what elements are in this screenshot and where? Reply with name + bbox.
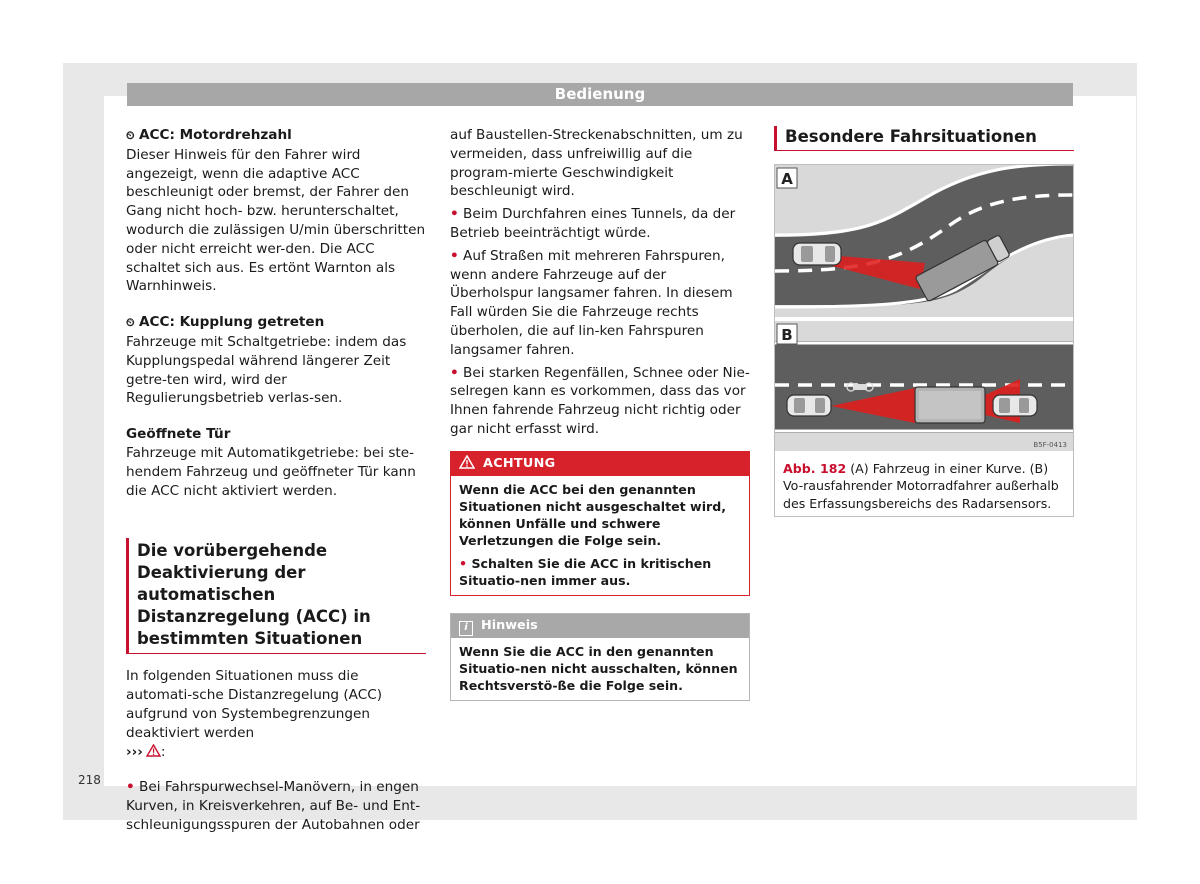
warning-box-body: Wenn die ACC bei den genannten Situationen nicht ausgeschaltet wird, können Unfälle und schwere Verletzungen die Folge sein. • Schalten Sie die ACC in kritischen Situatio-nen immer aus. bbox=[459, 481, 727, 588]
figure-caption: Abb. 182 (A) Fahrzeug in einer Kurve. (B) Vo-rausfahrender Motorradfahrer außerhalb des Erfassungsbereichs des Radarsensors. bbox=[783, 460, 1059, 511]
figure-label-a: A bbox=[781, 170, 793, 188]
section-title-fahrsituationen: Besondere Fahrsituationen bbox=[774, 126, 1074, 151]
note-box-body: Wenn Sie die ACC in den genannten Situatio-nen nicht ausschalten, können Rechtsverstö-ße die Folge sein. bbox=[459, 643, 738, 693]
section-title-deaktivierung: Die vorübergehende Deaktivierung der automatischen Distanzregelung (ACC) in bestimmten Situationen bbox=[126, 538, 426, 654]
bullet-tunnel: • Beim Durchfahren eines Tunnels, da der Betrieb beeinträchtigt würde. bbox=[450, 206, 736, 241]
subheading-motordrehzahl: ⏲ ACC: Motordrehzahl bbox=[126, 126, 426, 146]
panel-b bbox=[775, 321, 1073, 451]
paragraph-motordrehzahl: Dieser Hinweis für den Fahrer wird angezeigt, wenn die adaptive ACC beschleunigt oder bremst, der Fahrer den Gang nicht hoch- bzw. herunterschaltet, wodurch die zulässigen U/min überschritten oder nicht erreicht wer-den. Die ACC schaltet sich aus. Es ertönt Warnton als Warnhinweis. bbox=[126, 146, 426, 295]
bullet-dot: • bbox=[450, 206, 459, 223]
gauge-icon: ⏲ bbox=[126, 316, 135, 330]
bullet-fahrspurwechsel: • Bei Fahrspurwechsel-Manövern, in engen Kurven, in Kreisverkehren, auf Be- und Ent-schleunigungsspuren der Autobahnen oder bbox=[126, 779, 421, 833]
column-2 bbox=[450, 126, 750, 701]
caption-label: Abb. 182 bbox=[783, 460, 847, 476]
bullet-dot: • bbox=[126, 779, 135, 796]
subheading-tuer: Geöffnete Tür bbox=[126, 426, 231, 443]
note-box-header: i Hinweis bbox=[451, 614, 749, 638]
gauge-icon: ⏲ bbox=[126, 129, 135, 142]
subheading-kupplung: ⏲ ACC: Kupplung getreten bbox=[126, 313, 426, 333]
page-number: 218 bbox=[78, 773, 101, 787]
warning-icon bbox=[459, 455, 475, 469]
warning-box bbox=[450, 451, 750, 596]
note-box bbox=[450, 613, 750, 701]
bullet-dot: • bbox=[450, 364, 459, 381]
bullet-regen: • Bei starken Regenfällen, Schnee oder Nie-selregen kann es vorkommen, dass das vor Ihnen fahrende Fahrzeug nicht richtig oder gar nicht erfasst wird. bbox=[450, 364, 750, 437]
bullet-dot: • bbox=[459, 555, 468, 571]
panel-a bbox=[775, 165, 1073, 317]
paragraph-tuer: Fahrzeuge mit Automatikgetriebe: bei ste-hendem Fahrzeug und geöffneter Tür kann die ACC nicht aktiviert werden. bbox=[126, 444, 416, 499]
page-header: Bedienung bbox=[127, 83, 1073, 106]
column-3 bbox=[774, 126, 1074, 517]
driving-situations-illustration bbox=[775, 165, 1073, 451]
bullet-dot: • bbox=[450, 247, 459, 264]
figure-code: B5F-0413 bbox=[1033, 441, 1067, 449]
paragraph-kupplung: Fahrzeuge mit Schaltgetriebe: indem das Kupplungspedal während längerer Zeit getre-ten wird, wird der Regulierungsbetrieb verlas-sen. bbox=[126, 333, 407, 407]
bullet-fahrspuren: • Auf Straßen mit mehreren Fahrspuren, wenn andere Fahrzeuge auf der Überholspur langsamer fahren. In diesem Fall würden Sie die Fahrzeuge rechts überholen, die auf lin-ken Fahrspuren langsamer fahren. bbox=[450, 247, 733, 358]
figure-182 bbox=[774, 164, 1074, 517]
info-icon: i bbox=[459, 621, 473, 636]
column-1 bbox=[126, 126, 426, 835]
paragraph-situationen: In folgenden Situationen muss die automati-sche Distanzregelung (ACC) aufgrund von Systembegrenzungen deaktiviert werden ››› : bbox=[126, 668, 383, 760]
figure-label-b: B bbox=[781, 326, 793, 344]
warning-icon bbox=[146, 744, 161, 757]
reference-arrows[interactable]: ››› bbox=[126, 743, 143, 760]
warning-box-header: ACHTUNG bbox=[451, 452, 749, 476]
paragraph-baustellen: auf Baustellen-Streckenabschnitten, um zu vermeiden, dass unfreiwillig auf die program-mierte Geschwindigkeit beschleunigt wird. bbox=[450, 127, 743, 200]
